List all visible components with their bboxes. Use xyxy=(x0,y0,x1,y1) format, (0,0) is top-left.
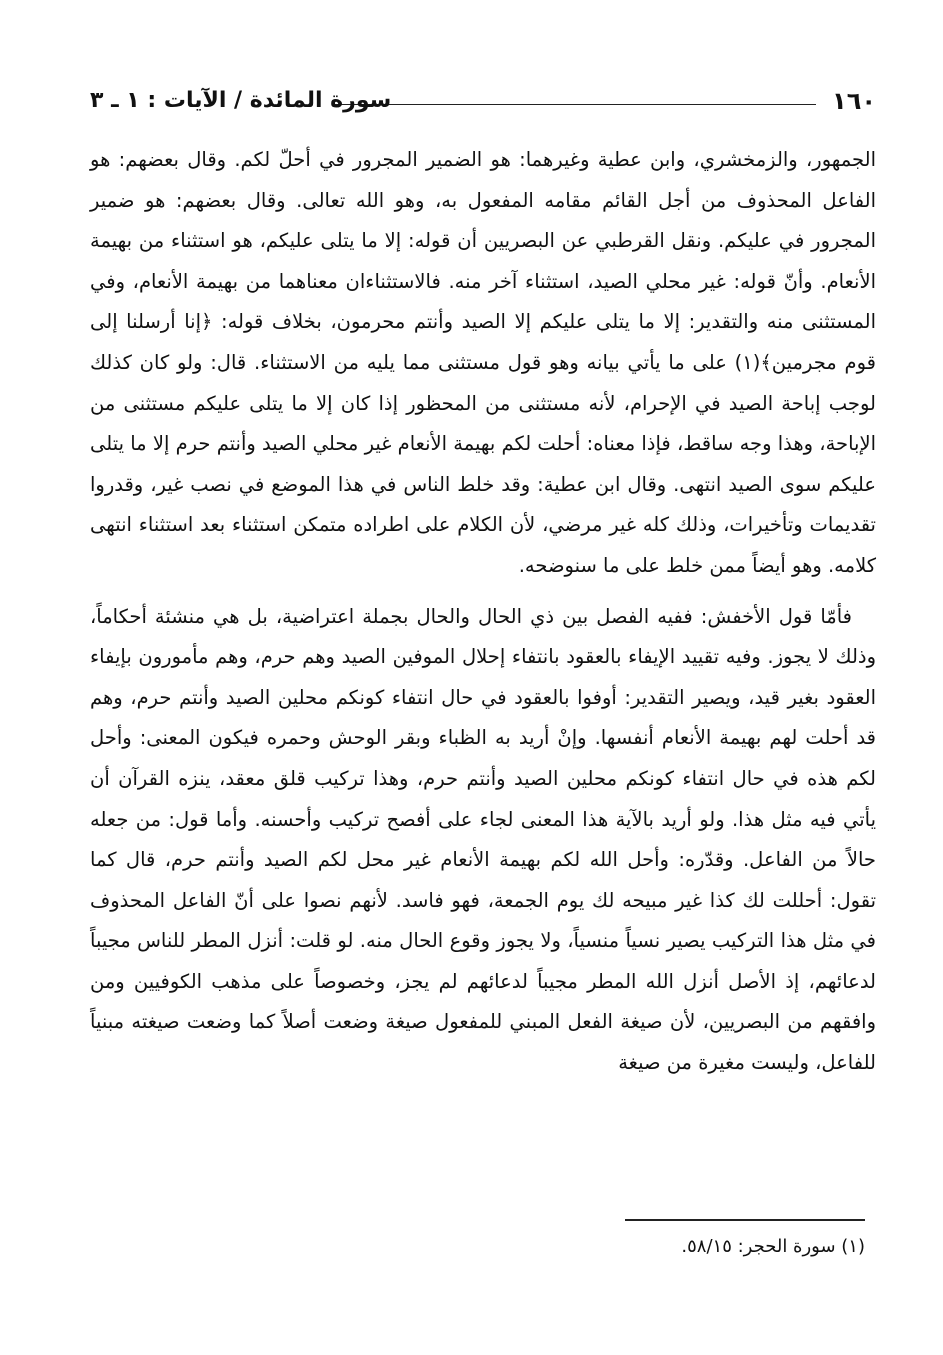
paragraph: الجمهور، والزمخشري، وابن عطية وغيرهما: هو الضمير المجرور في أحلّ لكم. وقال بعضهم: هو الفاعل المحذوف من أجل القائم مقامه المفعول به، وهو الله تعالى. وقال بعضهم: هو ضمير المجرور في عليكم. ونقل القرطبي عن البصريين أن قوله: إلا ما يتلى عليكم، هو استثناء من بهيمة الأنعام. وأنّ قوله: غير محلي الصيد، استثناء آخر منه. فالاستثناءان معناهما من بهيمة الأنعام، وفي المستثنى منه والتقدير: إلا ما يتلى عليكم إلا الصيد وأنتم محرمون، بخلاف قوله: ﴿إنا أرسلنا إلى قوم مجرمين﴾(١) على ما يأتي بيانه وهو قول مستثنى مما يليه من الاستثناء. قال: ولو كان كذلك لوجب إباحة الصيد في الإحرام، لأنه مستثنى من المحظور إذا كان إلا ما يتلى عليكم مستثنى من الإباحة، وهذا وجه ساقط، فإذا معناه: أحلت لكم بهيمة الأنعام غير محلي الصيد وأنتم حرم إلا ما يتلى عليكم سوى الصيد انتهى. وقال ابن عطية: وقد خلط الناس في هذا الموضع في نصب غير، وقدروا تقديمات وتأخيرات، وذلك كله غير مرضي، لأن الكلام على اطراده متمكن استثناء بعد استثناء انتهى كلامه. وهو أيضاً ممن خلط على ما سنوضحه. xyxy=(90,148,877,577)
paragraph: فأمّا قول الأخفش: ففيه الفصل بين ذي الحال والحال بجملة اعتراضية، بل هي منشئة أحكاماً، وذلك لا يجوز. وفيه تقييد الإيفاء بالعقود بانتفاء إحلال الموفين الصيد وهم حرم، وهم مأمورون بإيفاء العقود بغير قيد، ويصير التقدير: أوفوا بالعقود في حال انتفاء كونكم محلين الصيد وأنتم حرم، وهم قد أحلت لهم بهيمة الأنعام أنفسها. وإنْ أريد به الظباء وبقر الوحش وحمره فيكون المعنى: وأحل لكم هذه في حال انتفاء كونكم محلين الصيد وأنتم حرم، وهذا تركيب قلق معقد، ينزه القرآن أن يأتي فيه مثل هذا. ولو أريد بالآية هذا المعنى لجاء على أفصح تركيب وأحسنه. وأما قول: من جعله حالاً من الفاعل. وقدّره: وأحل الله لكم بهيمة الأنعام غير محل لكم الصيد وأنتم حرم، قال كما تقول: أحللت لك كذا غير مبيحه لك يوم الجمعة، فهو فاسد. لأنهم نصوا على أنّ الفاعل المحذوف في مثل هذا التركيب يصير نسياً منسياً، ولا يجوز وقوع الحال منه. لو قلت: أنزل المطر للناس مجيباً لدعائهم، إذ الأصل أنزل الله المطر مجيباً لدعائهم لم يجز، وخصوصاً على مذهب الكوفيين ومن وافقهم من البصريين، لأن صيغة الفعل المبني للمفعول صيغة وضعت أصلاً كما وضعت صيغته مبنياً للفاعل، وليست مغيرة من صيغة xyxy=(90,604,876,1075)
running-title: سورة المائدة / الآيات : ١ ـ ٣ xyxy=(90,88,392,113)
footnote-rule xyxy=(625,1219,865,1221)
footnote: (١) سورة الحجر: ٥٨/١٥. xyxy=(681,1236,865,1257)
header-rule xyxy=(335,104,816,105)
page-number: ١٦٠ xyxy=(832,87,876,115)
page-header xyxy=(90,85,876,125)
main-text xyxy=(90,140,876,1084)
